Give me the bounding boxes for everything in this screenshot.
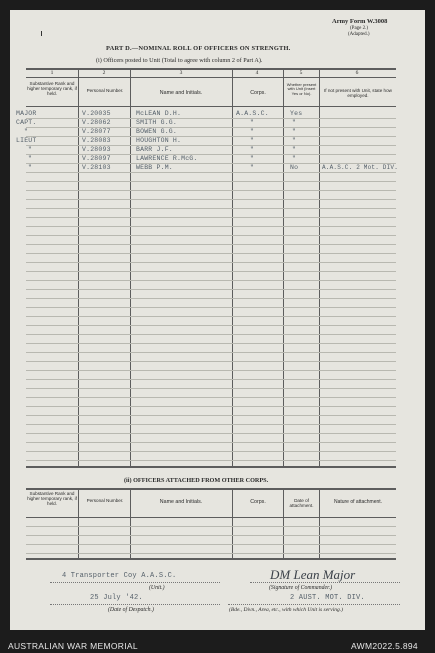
ruled-line — [26, 325, 396, 326]
row6-present: " — [292, 155, 297, 162]
row6-rank: " — [28, 155, 33, 162]
ruled-line — [26, 388, 396, 389]
attached-header-number: Personal Number. — [86, 498, 124, 503]
row1-rank: MAJOR — [16, 110, 37, 117]
ruled-line — [26, 199, 396, 200]
ruled-line — [26, 289, 396, 290]
row6-name: LAWRENCE R.McG. — [136, 155, 198, 162]
row1-present: Yes — [290, 110, 303, 117]
ruled-line — [26, 208, 396, 209]
ruled-line — [26, 316, 396, 317]
row3-present: " — [292, 128, 297, 135]
row5-number: V.28093 — [82, 146, 111, 153]
row3-corps: " — [250, 128, 255, 135]
row5-name: BARR J.F. — [136, 146, 173, 153]
header-corps: Corps. — [250, 90, 266, 96]
row7-employment: A.A.S.C. 2 Mot. DIV. — [322, 164, 399, 171]
ruled-line — [26, 190, 396, 191]
row4-number: V.28083 — [82, 137, 111, 144]
header-employment: If not present with Unit, state how employed. — [324, 88, 392, 98]
ruled-line — [26, 526, 396, 527]
part-title: PART D.—NOMINAL ROLL OF OFFICERS ON STRENGTH. — [106, 45, 291, 52]
ruled-line — [26, 424, 396, 425]
ruled-line — [26, 535, 396, 536]
row2-present: " — [292, 119, 297, 126]
ruled-line — [26, 334, 396, 335]
row6-corps: " — [250, 155, 255, 162]
row5-rank: " — [28, 146, 33, 153]
column-number-6: 6 — [355, 70, 359, 76]
ruled-line — [26, 226, 396, 227]
ruled-line — [26, 451, 396, 452]
ruled-line — [26, 298, 396, 299]
attached-header-date: Date of attachment. — [289, 498, 314, 508]
footer-institution: AUSTRALIAN WAR MEMORIAL — [8, 641, 138, 651]
header-name: Name and Initials. — [159, 90, 203, 96]
column-number-5: 5 — [299, 70, 303, 76]
ruled-line — [26, 397, 396, 398]
ruled-line — [26, 370, 396, 371]
despatch-value: 25 July '42. — [90, 594, 143, 602]
ruled-line — [26, 460, 396, 461]
ruled-line — [26, 544, 396, 545]
form-page — [10, 10, 425, 630]
row2-name: SMITH G.G. — [136, 119, 178, 126]
commander-label: (Signature of Commander.) — [269, 585, 333, 591]
formation-label: (Bde., Divn., Area, etc., with which Unit is serving.) — [229, 607, 343, 613]
row3-name: BOWEN G.G. — [136, 128, 178, 135]
row5-present: " — [292, 146, 297, 153]
row3-rank: " — [24, 128, 29, 135]
row7-rank: " — [28, 164, 33, 171]
form-page-number: (Page 2.) — [350, 26, 369, 31]
header-personal-number: Personal Number. — [86, 88, 124, 93]
ruled-line — [26, 217, 396, 218]
row7-name: WEBB P.M. — [136, 164, 173, 171]
ruled-line — [26, 343, 396, 344]
row4-corps: " — [250, 137, 255, 144]
row1-corps: A.A.S.C. — [236, 110, 269, 117]
ruled-line — [26, 253, 396, 254]
form-code: Army Form W.3008 — [332, 18, 388, 25]
row5-corps: " — [250, 146, 255, 153]
header-rank: Substantive Rank and higher temporary rank, if held. — [27, 81, 77, 96]
form-adapted: (Adapted.) — [348, 32, 370, 37]
attached-header-rank: Substantive Rank and higher temporary rank, if held. — [27, 491, 77, 506]
header-present: Whether present with Unit (Insert Yes or No). — [286, 82, 317, 96]
ruled-line — [26, 379, 396, 380]
ruled-line — [26, 415, 396, 416]
ruled-line — [26, 271, 396, 272]
attached-header-corps: Corps. — [250, 499, 266, 505]
row4-rank: LIEUT — [16, 137, 37, 144]
row4-name: HOUGHTON H. — [136, 137, 182, 144]
ruled-line — [26, 307, 396, 308]
section2-title: (ii) OFFICERS ATTACHED FROM OTHER CORPS. — [124, 477, 269, 484]
row4-present: " — [292, 137, 297, 144]
ruled-line — [26, 433, 396, 434]
attached-header-nature: Nature of attachment. — [333, 499, 383, 505]
row7-number: V.28103 — [82, 164, 111, 171]
ruled-line — [26, 280, 396, 281]
formation-value: 2 AUST. MOT. DIV. — [290, 594, 365, 602]
unit-value: 4 Transporter Coy A.A.S.C. — [62, 572, 177, 580]
column-number-4: 4 — [255, 70, 259, 76]
section1-title: (i) Officers posted to Unit (Total to agree with column 2 of Part A). — [96, 57, 263, 64]
column-number-3: 3 — [179, 70, 183, 76]
column-number-2: 2 — [102, 70, 106, 76]
commander-signature-text: DM Lean Major — [270, 567, 356, 582]
row2-corps: " — [250, 119, 255, 126]
archive-footer — [0, 630, 435, 653]
row3-number: V.28077 — [82, 128, 111, 135]
ruled-line — [26, 406, 396, 407]
row2-number: V.28062 — [82, 119, 111, 126]
unit-label: (Unit.) — [149, 585, 165, 591]
ruled-line — [26, 553, 396, 554]
ruled-line — [26, 172, 396, 173]
ruled-line — [26, 442, 396, 443]
despatch-label: (Date of Despatch.) — [108, 607, 154, 613]
row7-corps: " — [250, 164, 255, 171]
row1-number: V.20035 — [82, 110, 111, 117]
row7-present: No — [290, 164, 299, 171]
ruled-line — [26, 352, 396, 353]
row2-rank: CAPT. — [16, 119, 37, 126]
attached-header-name: Name and Initials. — [159, 499, 203, 505]
ruled-line — [26, 262, 396, 263]
paper-mark — [41, 31, 42, 36]
row6-number: V.28097 — [82, 155, 111, 162]
row1-name: McLEAN D.H. — [136, 110, 182, 117]
ruled-line — [26, 244, 396, 245]
ruled-line — [26, 361, 396, 362]
column-number-1: 1 — [50, 70, 54, 76]
ruled-line — [26, 181, 396, 182]
footer-accession-number: AWM2022.5.894 — [351, 641, 418, 651]
ruled-line — [26, 235, 396, 236]
